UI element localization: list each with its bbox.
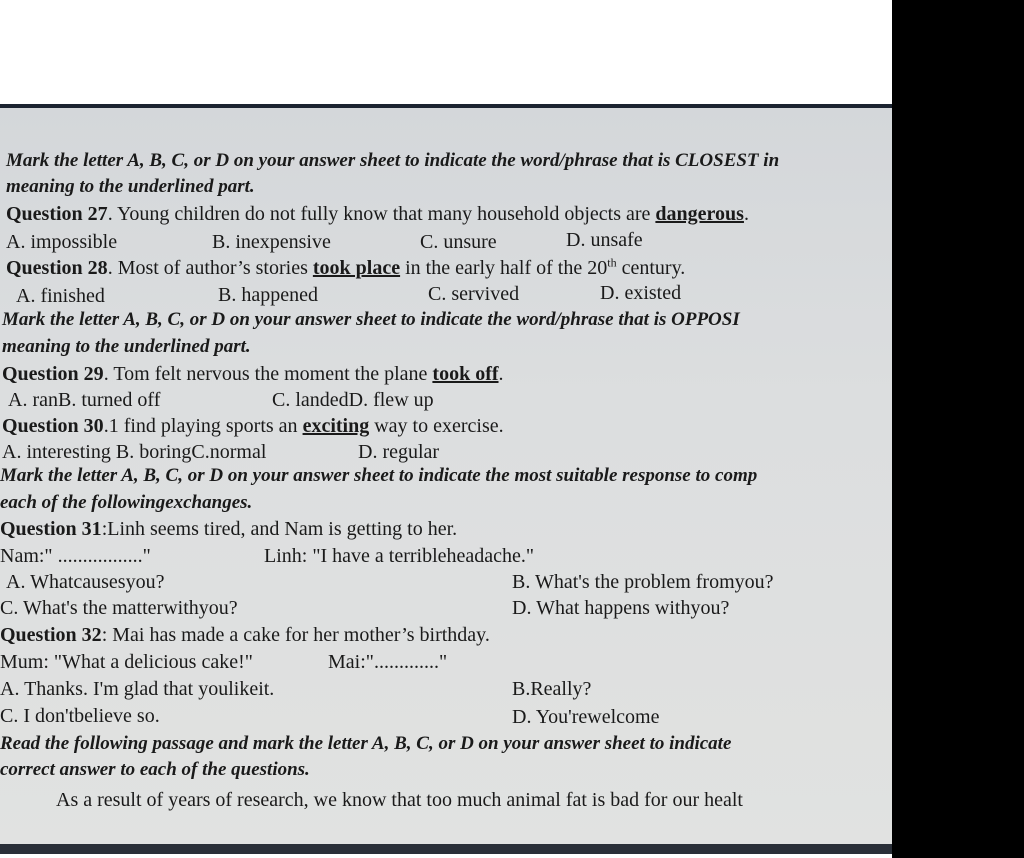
question-29-option-cd: C. landedD. flew up (272, 389, 434, 411)
question-29-label: Question 29 (2, 363, 104, 385)
question-29-text-before: . Tom felt nervous the moment the plane (103, 363, 433, 385)
page-bottom-edge (0, 844, 892, 854)
question-32 (0, 623, 490, 647)
question-30-option-abc: A. interesting B. boringC.normal (2, 441, 267, 463)
question-28-text-after: century. (616, 257, 686, 279)
section2-instruction-line2: meaning to the underlined part. (2, 336, 251, 357)
question-27-option-b: B. inexpensive (212, 231, 331, 253)
question-31-option-d: D. What happens withyou? (512, 597, 730, 619)
question-27-underlined: dangerous (655, 203, 744, 225)
question-30-text-before: .1 find playing sports an (103, 415, 303, 437)
question-27-text-after: . (743, 203, 749, 225)
question-30-text-after: way to exercise. (369, 415, 504, 437)
question-29-option-ab: A. ranB. turned off (8, 389, 161, 411)
question-32-label: Question 32 (0, 624, 102, 646)
question-31 (0, 517, 457, 541)
question-32-option-a: A. Thanks. I'm glad that youlikeit. (0, 678, 275, 700)
question-31-dialog-nam: Nam:" ................." (0, 545, 151, 567)
section4-instruction-line1: Read the following passage and mark the letter A, B, C, or D on your answer sheet to indicate (0, 733, 732, 754)
question-29-text-after: . (498, 363, 504, 385)
question-27-text-before: . Young children do not fully know that many household objects are (107, 203, 656, 225)
question-31-label: Question 31 (0, 518, 102, 540)
document-page (0, 104, 892, 854)
right-black-border (892, 0, 1024, 858)
question-28-label: Question 28 (6, 257, 108, 279)
question-32-text: : Mai has made a cake for her mother’s birthday. (101, 624, 490, 646)
question-30-option-d: D. regular (358, 441, 440, 463)
question-29-underlined: took off (432, 363, 499, 385)
section4-instruction-line2: correct answer to each of the questions. (0, 759, 310, 780)
question-30-underlined: exciting (302, 415, 370, 437)
question-31-dialog-linh: Linh: "I have a terribleheadache." (264, 545, 535, 567)
question-29 (2, 362, 504, 386)
section2-instruction-line1: Mark the letter A, B, C, or D on your answer sheet to indicate the word/phrase that is OPPOSI (2, 309, 740, 330)
question-28 (6, 256, 685, 280)
question-30-label: Question 30 (2, 415, 104, 437)
passage-first-line: As a result of years of research, we know that too much animal fat is bad for our healt (56, 789, 743, 811)
question-32-option-b: B.Really? (512, 678, 592, 700)
question-28-option-c: C. servived (428, 283, 520, 305)
section1-instruction-line2: meaning to the underlined part. (6, 176, 255, 197)
question-32-option-d: D. You'rewelcome (512, 706, 660, 728)
question-31-option-a: A. Whatcausesyou? (6, 571, 165, 593)
question-31-option-b: B. What's the problem fromyou? (512, 571, 774, 593)
question-28-option-a: A. finished (16, 285, 105, 307)
question-32-dialog-mai: Mai:"............." (328, 651, 448, 673)
section3-instruction-line2: each of the followingexchanges. (0, 492, 253, 513)
question-28-text-middle: in the early half of the 20 (400, 257, 608, 279)
section3-instruction-line1: Mark the letter A, B, C, or D on your answer sheet to indicate the most suitable response to comp (0, 465, 758, 486)
question-27 (6, 202, 749, 226)
question-30 (2, 414, 504, 438)
question-31-option-c: C. What's the matterwithyou? (0, 597, 238, 619)
question-32-option-c: C. I don'tbelieve so. (0, 705, 160, 727)
question-27-option-c: C. unsure (420, 231, 497, 253)
question-28-underlined: took place (312, 257, 401, 279)
question-28-text-before: . Most of author’s stories (107, 257, 313, 279)
question-27-label: Question 27 (6, 203, 108, 225)
question-28-superscript: th (607, 255, 617, 270)
question-28-option-b: B. happened (218, 284, 318, 306)
section1-instruction-line1: Mark the letter A, B, C, or D on your answer sheet to indicate the word/phrase that is CLOSEST in (6, 150, 780, 171)
page-top-edge (0, 104, 892, 108)
top-margin (0, 0, 892, 104)
question-28-option-d: D. existed (600, 282, 682, 304)
question-32-dialog-mum: Mum: "What a delicious cake!" (0, 651, 253, 673)
question-27-option-d: D. unsafe (566, 229, 643, 251)
question-31-text: :Linh seems tired, and Nam is getting to her. (101, 518, 458, 540)
question-27-option-a: A. impossible (6, 231, 118, 253)
